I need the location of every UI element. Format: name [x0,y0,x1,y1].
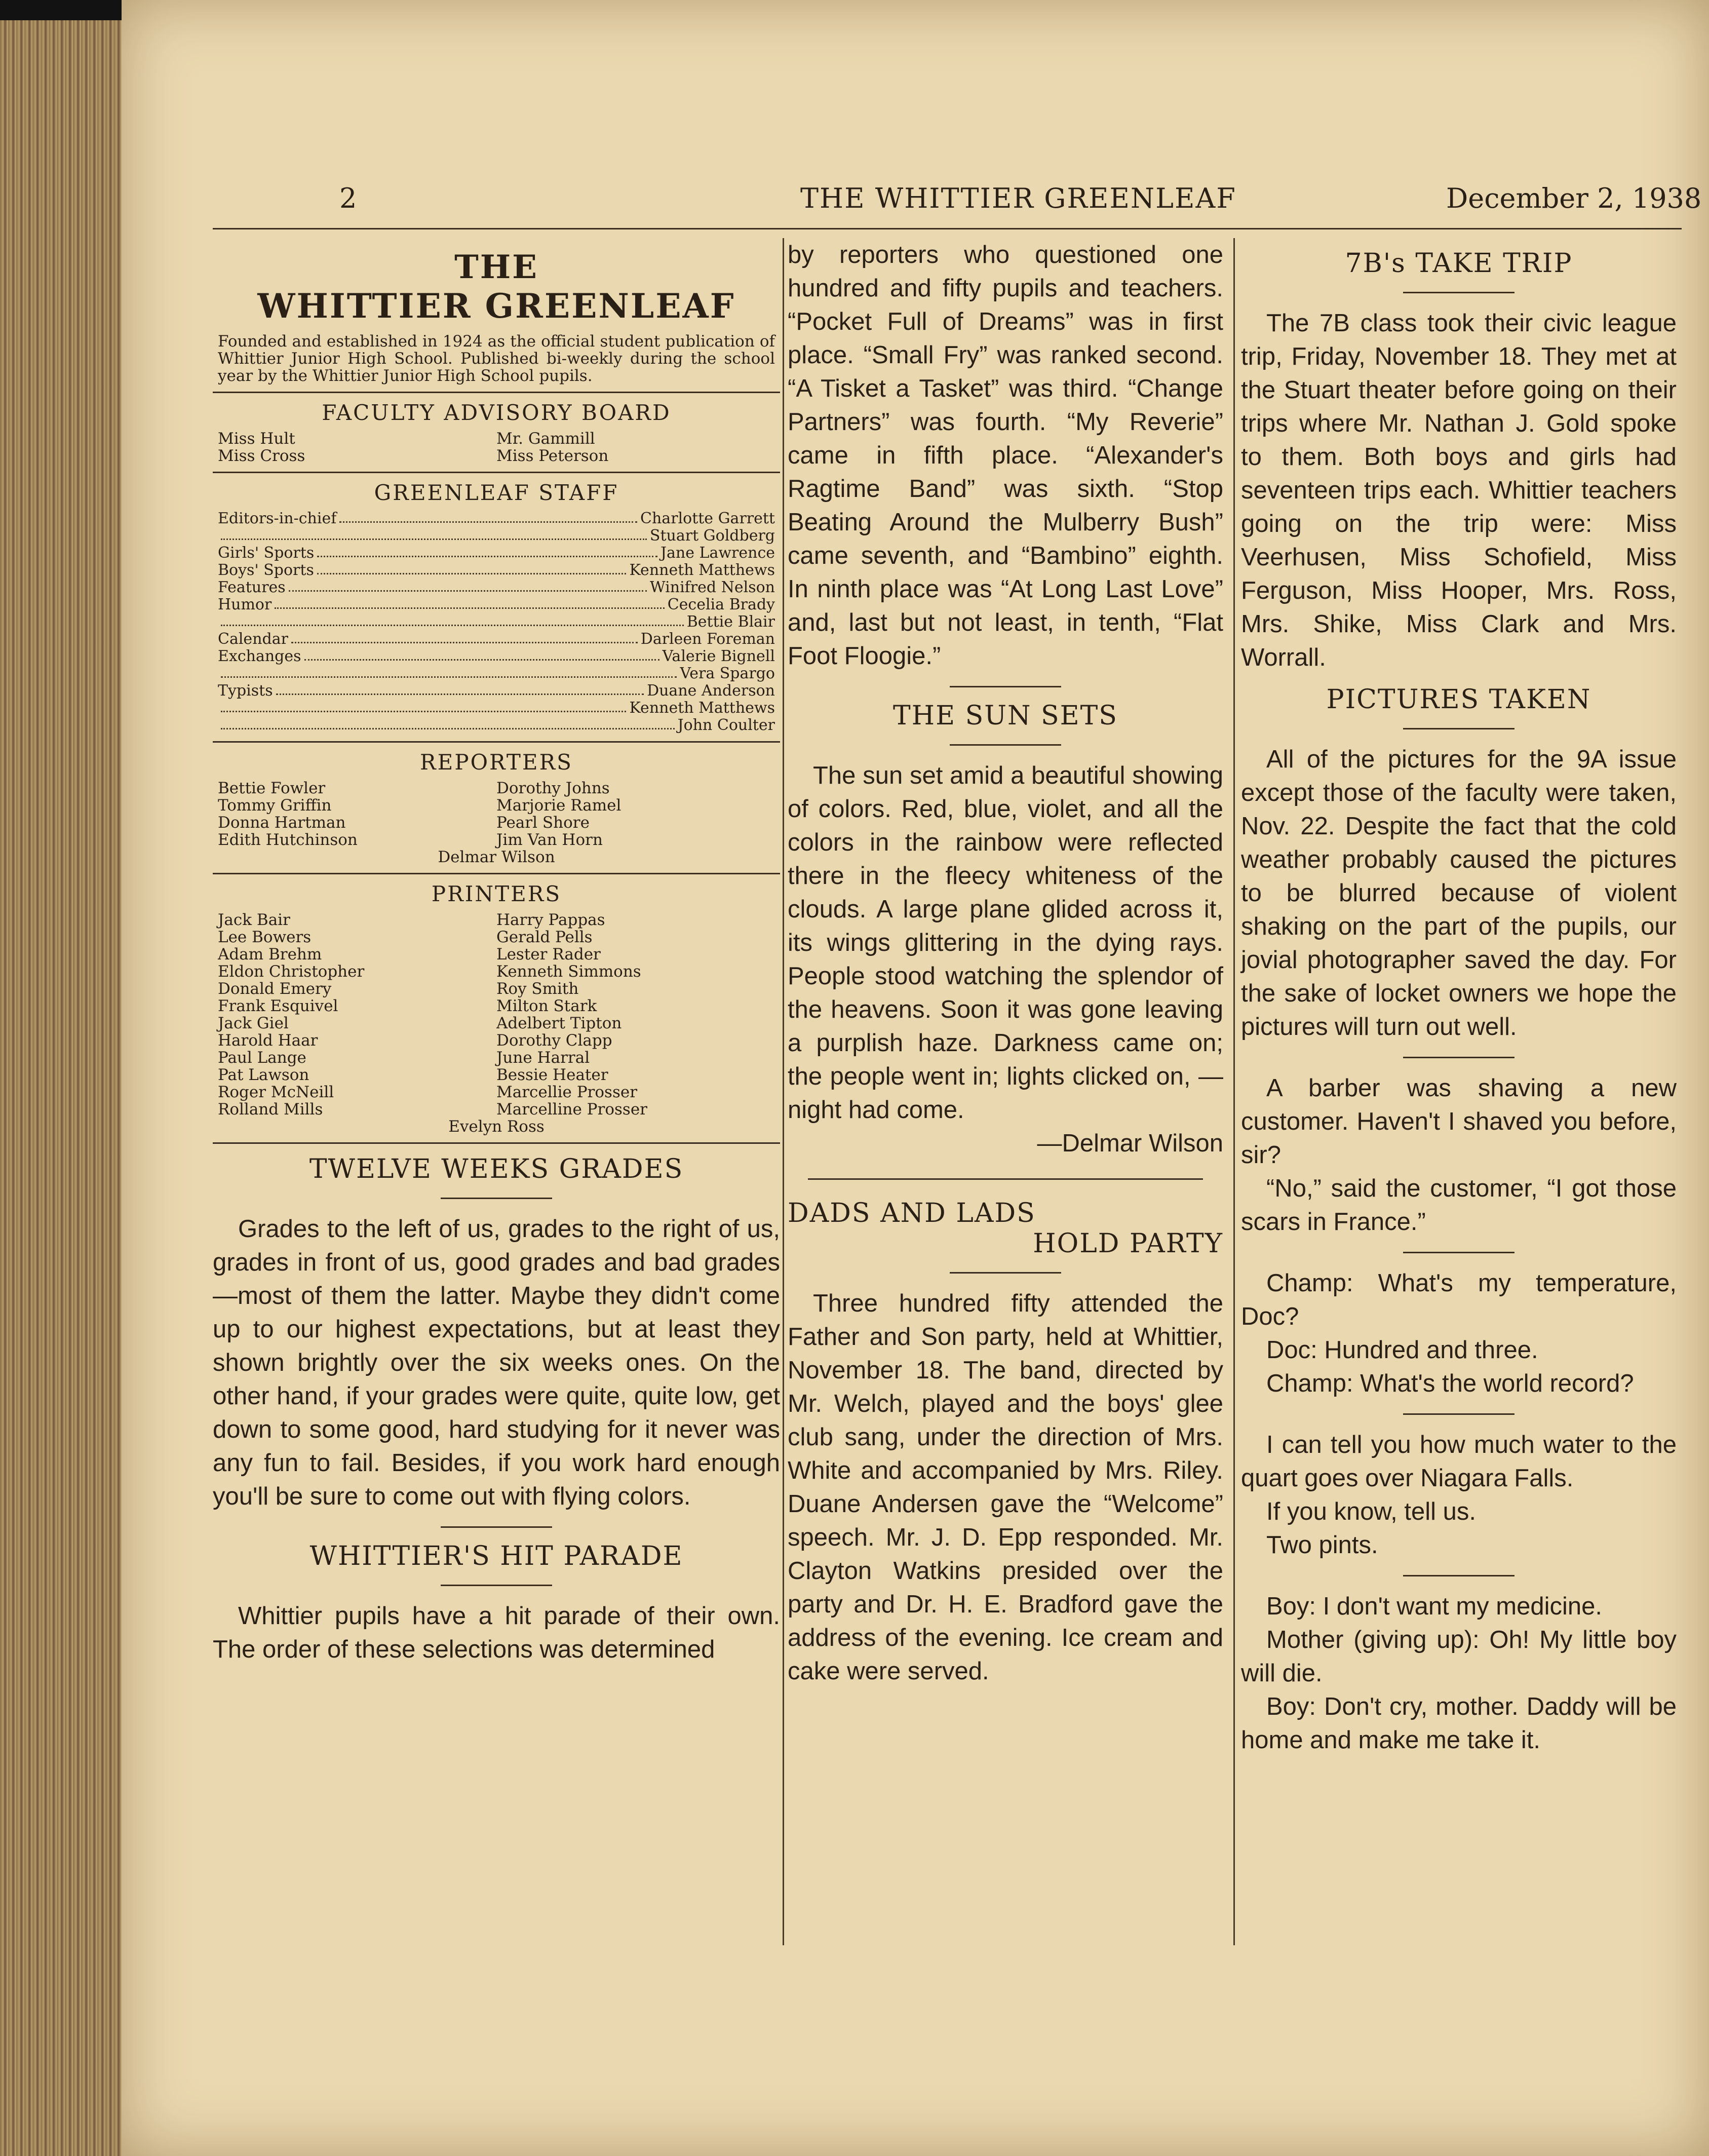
joke-line: Mother (giving up): Oh! My little boy will die. [1241,1626,1677,1687]
leader-dots [275,596,664,609]
printer-name: Milton Stark [496,997,597,1015]
printer-name: Marcellie Prosser [496,1083,638,1101]
joke-line: Boy: I don't want my medicine. [1266,1593,1602,1620]
printer-name: Bessie Heater [496,1066,608,1084]
printer-name: Pat Lawson [218,1066,309,1084]
reporter-name: Dorothy Johns [496,779,610,797]
staff-row [218,682,775,700]
reporter-name: Delmar Wilson [438,848,555,866]
printer-name: Frank Esquivel [218,997,338,1015]
article-headline: HOLD PARTY [1033,1228,1223,1259]
leader-dots [221,527,647,540]
staff-role: Girls' Sports [218,544,315,562]
staff-row [218,596,775,613]
staff-name: Duane Anderson [647,682,775,700]
reporter-name: Pearl Shore [496,814,590,832]
reporter-name: Bettie Fowler [218,779,326,797]
masthead-title: WHITTIER GREENLEAF [257,286,735,326]
divider [213,741,780,743]
staff-row [218,717,775,734]
staff-list [218,510,775,734]
staff-name: Darleen Foreman [640,630,775,648]
page-number: 2 [339,182,357,214]
short-rule [441,1585,552,1586]
staff-name: Kenneth Matthews [629,561,775,579]
article-headline: DADS AND LADS [788,1198,1036,1228]
leader-dots [221,613,684,626]
leader-dots [291,631,638,643]
printer-name: Lester Rader [496,945,601,964]
staff-role: Humor [218,596,272,613]
staff-row [218,631,775,648]
divider [213,873,780,874]
article-headline: 7B's TAKE TRIP [1345,248,1573,279]
printers-title: PRINTERS [431,881,562,906]
staff-name: Winifred Nelson [649,579,775,596]
short-rule [441,1526,552,1528]
staff-row [218,545,775,562]
article-headline: TWELVE WEEKS GRADES [309,1154,684,1184]
faculty-name: Miss Peterson [496,447,609,465]
staff-role: Exchanges [218,647,301,665]
joke-line: “No,” said the customer, “I got those scars in France.” [1241,1175,1677,1236]
short-rule [441,1198,552,1199]
printer-name: Roger McNeill [218,1083,334,1101]
staff-row [218,700,775,717]
printer-name: Rolland Mills [218,1100,323,1119]
printer-name: Adelbert Tipton [496,1014,622,1032]
article-text: by reporters who questioned one hundred and fifty pupils and teachers. “Pocket Full of Dreams” was in first place. “Small Fry” was ranked second. “A Tisket a Tasket” was third. “Change Partners” was fourth. “My Reverie” came in fifth place. “Alexander's Ragtime Band” was sixth. “Stop Beating Around the Mulberry Bush” came seventh, and “Bambino” eighth. In ninth place was “At Long Last Love” and, last but not least, in tenth, “Flat Foot Floogie.” [788,241,1223,670]
leader-dots [339,510,637,523]
column-3 [1241,238,1677,1757]
staff-row [218,510,775,527]
page-stack-edge [0,20,127,2156]
short-rule [1403,1575,1514,1576]
faculty-title: FACULTY ADVISORY BOARD [322,400,671,425]
faculty-name: Miss Hult [218,430,295,448]
short-rule [950,1272,1061,1274]
divider [213,1142,780,1144]
reporters-title: REPORTERS [420,750,573,775]
leader-dots [221,717,675,729]
staff-row [218,613,775,631]
joke-line: Champ: What's the world record? [1266,1370,1634,1397]
staff-name: Kenneth Matthews [629,699,775,717]
printer-name: Paul Lange [218,1049,306,1067]
printer-name: Eldon Christopher [218,962,365,981]
printer-name: Evelyn Ross [448,1118,545,1136]
joke-line: Two pints. [1266,1531,1378,1559]
leader-dots [304,648,659,661]
leader-dots [317,545,657,557]
staff-name: John Coulter [677,716,775,734]
printer-name: Lee Bowers [218,928,312,946]
short-rule [1403,1252,1514,1253]
article-text: All of the pictures for the 9A issue except those of the faculty were taken, Nov. 22. Despite the fact that the cold weather probably caused the pictures to be blurred because of violent shaking on the part of the pupils, our jovial photographer saved the day. For the sake of locket owners we hope the pictures will turn out well. [1241,746,1677,1041]
staff-row [218,665,775,682]
printer-name: Gerald Pells [496,928,593,946]
joke-line: A barber was shaving a new customer. Haven't I shaved you before, sir? [1241,1074,1677,1169]
staff-role: Features [218,579,286,596]
divider [213,472,780,473]
short-rule [1403,728,1514,729]
divider [213,392,780,393]
joke-line: Champ: What's my temperature, Doc? [1241,1269,1677,1330]
joke-line: Doc: Hundred and three. [1266,1336,1538,1364]
staff-role: Calendar [218,630,288,648]
short-rule [950,686,1061,687]
reporter-name: Edith Hutchinson [218,831,358,849]
short-rule [1403,1057,1514,1058]
joke-line: If you know, tell us. [1266,1498,1476,1525]
leader-dots [317,562,627,574]
leader-dots [289,579,647,592]
staff-name: Vera Spargo [680,665,775,682]
faculty-name: Miss Cross [218,447,305,465]
issue-date: December 2, 1938 [1446,182,1702,214]
staff-row [218,562,775,579]
short-rule [1403,1413,1514,1415]
staff-name: Bettie Blair [686,613,775,631]
staff-title: GREENLEAF STAFF [374,480,619,505]
printer-name: Jack Bair [218,911,290,929]
staff-row [218,648,775,665]
staff-row [218,527,775,545]
reporter-name: Marjorie Ramel [496,796,622,815]
printer-name: Marcelline Prosser [496,1100,647,1119]
column-rule [1233,238,1235,1945]
column-rule [783,238,784,1945]
reporters-list [213,780,780,849]
masthead-line1: THE [454,248,538,286]
header-rule [213,228,1682,229]
column-1 [213,238,780,1666]
article-text: Whittier pupils have a hit parade of their own. The order of these selections was determined [213,1602,780,1663]
reporter-name: Jim Van Horn [496,831,603,849]
staff-name: Valerie Bignell [662,647,775,665]
column-2 [788,238,1223,1688]
staff-row [218,579,775,596]
faculty-list [213,430,780,465]
staff-name: Cecelia Brady [667,596,775,613]
paper-name: THE WHITTIER GREENLEAF [800,182,1236,214]
article-text: The sun set amid a beautiful showing of colors. Red, blue, violet, and all the colors in the rainbow were reflected there in the fleecy whiteness of the clouds. A large plane glided across it, its wings glittering in the dying rays. People stood watching the splendor of the heavens. Soon it was gone leaving a purplish haze. Darkness came on; the people went in; lights clicked on, — night had come. [788,762,1223,1124]
printers-list [213,911,780,1118]
staff-role: Editors-in-chief [218,510,337,527]
faculty-name: Mr. Gammill [496,430,595,448]
short-rule [1403,292,1514,293]
article-headline: THE SUN SETS [893,701,1118,731]
printer-name: Harold Haar [218,1031,318,1050]
leader-dots [276,682,644,695]
printer-name: Dorothy Clapp [496,1031,612,1050]
printer-name: Adam Brehm [218,945,322,964]
staff-name: Jane Lawrence [661,544,775,562]
printer-name: Harry Pappas [496,911,605,929]
short-rule [950,744,1061,746]
leader-dots [221,665,677,678]
article-headline: WHITTIER'S HIT PARADE [309,1541,683,1571]
reporter-name: Donna Hartman [218,814,346,832]
printer-name: Jack Giel [218,1014,289,1032]
masthead-blurb: Founded and established in 1924 as the official student publication of Whittier Junior High School. Published bi-weekly during the school year by the Whittier Junior High School pupils. [218,332,775,385]
printer-name: Roy Smith [496,980,579,998]
printer-name: June Harral [496,1049,590,1067]
article-text: Three hundred fifty attended the Father and Son party, held at Whittier, November 18. The band, directed by Mr. Welch, played and the boys' glee club sang, under the direction of Mrs. White and accompanied by Mrs. Riley. Duane Andersen gave the “Welcome” speech. Mr. J. D. Epp responded. Mr. Clayton Watkins presided over the party and Dr. H. E. Bradford gave the address of the evening. Ice cream and cake were served. [788,1290,1223,1685]
divider [808,1178,1203,1180]
reporter-name: Tommy Griffin [218,796,332,815]
printer-name: Kenneth Simmons [496,962,641,981]
leader-dots [221,700,626,712]
staff-role: Typists [218,682,273,700]
article-text: Grades to the left of us, grades to the right of us, grades in front of us, good grades and bad grades—most of them the latter. Maybe they didn't come up to our highest expectations, but at least they shown brightly over the six weeks ones. On the other hand, if your grades were quite, quite low, get down to some good, hard studying for it never was any fun to fail. Besides, if you work hard enough you'll be sure to come out with flying colors. [213,1215,780,1510]
printer-name: Donald Emery [218,980,332,998]
joke-line: Boy: Don't cry, mother. Daddy will be home and make me take it. [1241,1693,1677,1754]
staff-name: Stuart Goldberg [649,527,775,545]
article-headline: PICTURES TAKEN [1326,684,1591,715]
article-text: The 7B class took their civic league trip, Friday, November 18. They met at the Stuart theater before going on their trips where Mr. Nathan J. Gold spoke to them. Both boys and girls had seventeen trips each. Whittier teachers going on the trip were: Miss Veerhusen, Miss Schofield, Miss Ferguson, Miss Hooper, Mrs. Ross, Mrs. Shike, Miss Clark and Mrs. Worrall. [1241,310,1677,671]
byline: —Delmar Wilson [1037,1130,1223,1157]
staff-role: Boys' Sports [218,561,314,579]
staff-name: Charlotte Garrett [640,510,775,527]
joke-line: I can tell you how much water to the quart goes over Niagara Falls. [1241,1431,1677,1492]
